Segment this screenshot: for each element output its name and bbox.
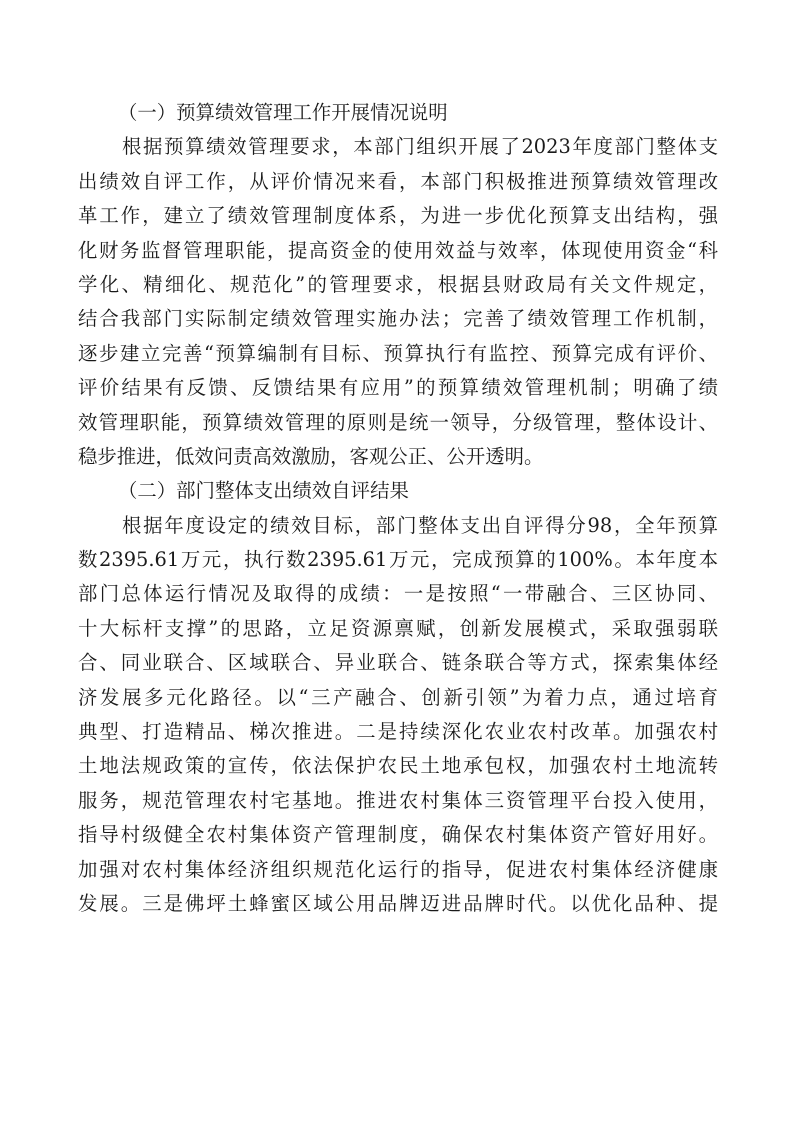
paragraph-line: 效管理职能，预算绩效管理的原则是统一领导，分级管理，整体设计、 bbox=[78, 410, 718, 434]
paragraph-line: 数2395.61万元，执行数2395.61万元，完成预算的100%。本年度本 bbox=[78, 548, 718, 572]
paragraph-line: 学化、精细化、规范化”的管理要求，根据县财政局有关文件规定， bbox=[78, 272, 718, 296]
paragraph-line: 典型、打造精品、梯次推进。二是持续深化农业农村改革。加强农村 bbox=[78, 720, 718, 744]
paragraph-line: 济发展多元化路径。以“三产融合、创新引领”为着力点，通过培育 bbox=[78, 685, 718, 709]
paragraph-line: 土地法规政策的宣传，依法保护农民土地承包权，加强农村土地流转 bbox=[78, 754, 718, 778]
paragraph-line: 出绩效自评工作，从评价情况来看，本部门积极推进预算绩效管理改 bbox=[78, 169, 718, 193]
paragraph-line: 合、同业联合、区域联合、异业联合、链条联合等方式，探索集体经 bbox=[78, 651, 718, 675]
document-body bbox=[78, 96, 718, 921]
paragraph-line: 根据预算绩效管理要求，本部门组织开展了2023年度部门整体支 bbox=[122, 135, 718, 159]
section-heading-1: （一）预算绩效管理工作开展情况说明 bbox=[118, 101, 448, 124]
paragraph-line: 评价结果有反馈、反馈结果有应用”的预算绩效管理机制；明确了绩 bbox=[78, 376, 718, 400]
paragraph-line: 指导村级健全农村集体资产管理制度，确保农村集体资产管好用好。 bbox=[78, 823, 718, 847]
paragraph-line: 化财务监督管理职能，提高资金的使用效益与效率，体现使用资金“科 bbox=[78, 238, 718, 262]
paragraph-line: 发展。三是佛坪土蜂蜜区域公用品牌迈进品牌时代。以优化品种、提 bbox=[78, 891, 718, 915]
paragraph-line: 加强对农村集体经济组织规范化运行的指导，促进农村集体经济健康 bbox=[78, 857, 718, 881]
paragraph-line: 十大标杆支撑”的思路，立足资源禀赋，创新发展模式，采取强弱联 bbox=[78, 616, 718, 640]
paragraph-line: 服务，规范管理农村宅基地。推进农村集体三资管理平台投入使用， bbox=[78, 788, 718, 812]
paragraph-line: 革工作，建立了绩效管理制度体系，为进一步优化预算支出结构，强 bbox=[78, 204, 718, 228]
paragraph-line: 部门总体运行情况及取得的成绩：一是按照“一带融合、三区协同、 bbox=[78, 582, 718, 606]
paragraph-line: 结合我部门实际制定绩效管理实施办法；完善了绩效管理工作机制， bbox=[78, 307, 718, 331]
paragraph-line: 根据年度设定的绩效目标，部门整体支出自评得分98，全年预算 bbox=[122, 513, 718, 537]
paragraph-line: 逐步建立完善“预算编制有目标、预算执行有监控、预算完成有评价、 bbox=[78, 341, 718, 365]
paragraph-line: 稳步推进，低效问责高效激励，客观公正、公开透明。 bbox=[78, 444, 544, 468]
section-heading-2: （二）部门整体支出绩效自评结果 bbox=[118, 479, 409, 503]
